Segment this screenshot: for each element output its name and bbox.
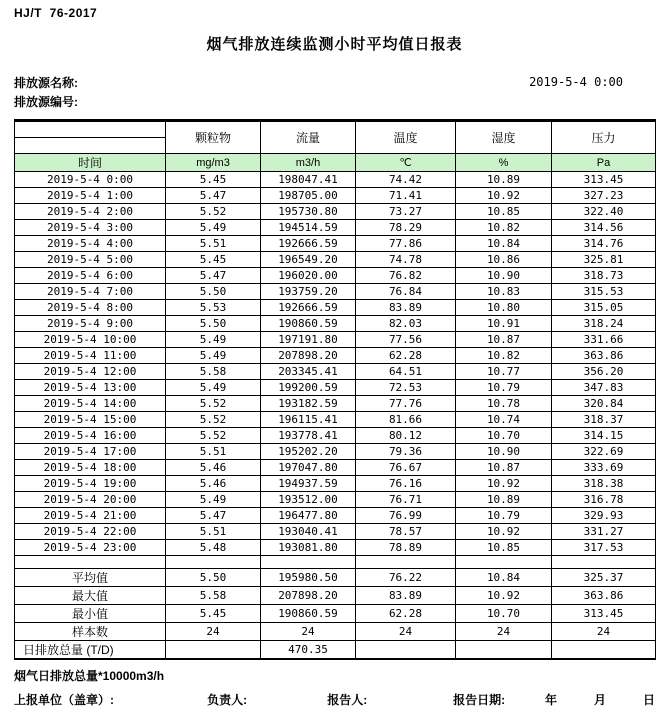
table-cell: 313.45	[552, 605, 656, 623]
unit-header-row	[15, 154, 656, 172]
source-name-label: 排放源名称:	[14, 76, 78, 90]
table-cell: 5.58	[166, 364, 261, 380]
table-cell: 5.48	[166, 540, 261, 556]
table-row	[15, 236, 656, 252]
table-cell	[356, 641, 456, 660]
table-cell: 10.92	[456, 188, 552, 204]
total-emission-note: 烟气日排放总量*10000m3/h	[14, 669, 165, 683]
table-cell: 5.47	[166, 188, 261, 204]
responsible-label: 负责人:	[207, 693, 248, 707]
summary-row	[15, 605, 656, 623]
table-row	[15, 204, 656, 220]
standard-code: HJ/T 76-2017	[14, 6, 98, 20]
table-cell: 5.45	[166, 252, 261, 268]
table-cell: 5.49	[166, 348, 261, 364]
table-cell: 83.89	[356, 300, 456, 316]
signature-row	[14, 691, 655, 708]
table-cell: 2019-5-4 4:00	[15, 236, 166, 252]
table-cell: 207898.20	[261, 348, 356, 364]
table-cell: 81.66	[356, 412, 456, 428]
table-cell: 10.70	[456, 605, 552, 623]
table-cell	[552, 641, 656, 660]
table-cell: 313.45	[552, 172, 656, 188]
col-header-flow: 流量	[261, 121, 356, 154]
table-cell: 196115.41	[261, 412, 356, 428]
table-cell: 5.51	[166, 524, 261, 540]
table-cell: 76.67	[356, 460, 456, 476]
table-cell: 2019-5-4 7:00	[15, 284, 166, 300]
table-cell: 207898.20	[261, 587, 356, 605]
table-cell: 10.85	[456, 204, 552, 220]
table-row	[15, 252, 656, 268]
table-cell	[456, 556, 552, 569]
table-cell: 5.51	[166, 236, 261, 252]
col-header-humidity: 湿度	[456, 121, 552, 154]
table-cell: 2019-5-4 1:00	[15, 188, 166, 204]
table-cell: 2019-5-4 5:00	[15, 252, 166, 268]
summary-row-label: 最小值	[15, 605, 166, 623]
table-cell: 316.78	[552, 492, 656, 508]
table-cell: 10.92	[456, 476, 552, 492]
table-cell: 76.71	[356, 492, 456, 508]
table-cell: 2019-5-4 8:00	[15, 300, 166, 316]
table-cell: 2019-5-4 20:00	[15, 492, 166, 508]
table-cell: 2019-5-4 22:00	[15, 524, 166, 540]
table-cell: 73.27	[356, 204, 456, 220]
table-cell	[15, 556, 166, 569]
table-cell: 363.86	[552, 587, 656, 605]
table-cell: 327.23	[552, 188, 656, 204]
table-cell: 74.78	[356, 252, 456, 268]
col-header-pressure: 压力	[552, 121, 656, 154]
summary-row	[15, 623, 656, 641]
table-cell: 80.12	[356, 428, 456, 444]
table-cell: 5.45	[166, 172, 261, 188]
table-cell: 331.66	[552, 332, 656, 348]
table-row	[15, 380, 656, 396]
reporter-label: 报告人:	[327, 693, 368, 707]
table-cell: 5.49	[166, 492, 261, 508]
table-cell: 2019-5-4 13:00	[15, 380, 166, 396]
table-cell: 318.73	[552, 268, 656, 284]
table-cell: 193759.20	[261, 284, 356, 300]
table-cell: 196477.80	[261, 508, 356, 524]
table-cell: 198705.00	[261, 188, 356, 204]
table-cell: 331.27	[552, 524, 656, 540]
table-cell: 82.03	[356, 316, 456, 332]
report-table	[14, 119, 656, 660]
table-cell: 195980.50	[261, 569, 356, 587]
table-cell: 314.76	[552, 236, 656, 252]
table-cell: 314.56	[552, 220, 656, 236]
table-cell: 77.86	[356, 236, 456, 252]
table-cell: 2019-5-4 14:00	[15, 396, 166, 412]
table-cell: 10.82	[456, 220, 552, 236]
summary-row-label: 平均值	[15, 569, 166, 587]
table-cell	[552, 556, 656, 569]
table-cell: 314.15	[552, 428, 656, 444]
table-cell: 2019-5-4 6:00	[15, 268, 166, 284]
summary-row-label: 样本数	[15, 623, 166, 641]
table-row	[15, 460, 656, 476]
table-cell	[166, 641, 261, 660]
table-cell: 325.81	[552, 252, 656, 268]
table-cell: 197047.80	[261, 460, 356, 476]
table-row	[15, 348, 656, 364]
table-cell: 10.82	[456, 348, 552, 364]
table-cell: 74.42	[356, 172, 456, 188]
table-cell: 10.74	[456, 412, 552, 428]
table-cell: 196020.00	[261, 268, 356, 284]
table-cell: 194937.59	[261, 476, 356, 492]
header-stub-cell	[15, 121, 166, 154]
table-cell: 2019-5-4 0:00	[15, 172, 166, 188]
table-cell: 10.78	[456, 396, 552, 412]
table-cell: 10.90	[456, 268, 552, 284]
table-cell	[456, 641, 552, 660]
table-cell: 356.20	[552, 364, 656, 380]
table-cell: 5.46	[166, 476, 261, 492]
table-cell: 5.49	[166, 380, 261, 396]
table-cell: 317.53	[552, 540, 656, 556]
table-cell: 333.69	[552, 460, 656, 476]
table-cell: 5.50	[166, 284, 261, 300]
table-row	[15, 284, 656, 300]
table-cell: 2019-5-4 19:00	[15, 476, 166, 492]
measure-header-row	[15, 121, 656, 154]
table-cell: 322.69	[552, 444, 656, 460]
table-cell: 320.84	[552, 396, 656, 412]
table-row	[15, 332, 656, 348]
table-cell: 2019-5-4 18:00	[15, 460, 166, 476]
table-cell: 347.83	[552, 380, 656, 396]
table-cell: 193512.00	[261, 492, 356, 508]
table-cell: 10.79	[456, 380, 552, 396]
table-cell: 2019-5-4 17:00	[15, 444, 166, 460]
table-cell: 77.76	[356, 396, 456, 412]
table-cell: 24	[261, 623, 356, 641]
table-cell: 5.45	[166, 605, 261, 623]
table-cell: 2019-5-4 15:00	[15, 412, 166, 428]
report-title: 烟气排放连续监测小时平均值日报表	[206, 36, 463, 53]
table-cell: 10.89	[456, 492, 552, 508]
table-cell: 329.93	[552, 508, 656, 524]
table-cell: 76.22	[356, 569, 456, 587]
table-cell: 5.50	[166, 569, 261, 587]
table-row	[15, 188, 656, 204]
table-cell: 2019-5-4 12:00	[15, 364, 166, 380]
summary-row	[15, 569, 656, 587]
table-cell: 2019-5-4 23:00	[15, 540, 166, 556]
table-cell: 195202.20	[261, 444, 356, 460]
table-cell: 78.29	[356, 220, 456, 236]
year-label: 年	[544, 693, 557, 707]
table-cell: 5.52	[166, 412, 261, 428]
table-cell: 76.16	[356, 476, 456, 492]
table-cell: 5.49	[166, 332, 261, 348]
table-cell: 190860.59	[261, 316, 356, 332]
table-cell: 318.24	[552, 316, 656, 332]
table-cell: 79.36	[356, 444, 456, 460]
summary-row-label: 日排放总量 (T/D)	[15, 641, 166, 660]
table-cell: 2019-5-4 9:00	[15, 316, 166, 332]
table-cell: 62.28	[356, 348, 456, 364]
table-row	[15, 412, 656, 428]
hourly-rows	[15, 172, 656, 556]
table-cell: 192666.59	[261, 236, 356, 252]
table-cell: 10.87	[456, 332, 552, 348]
table-cell: 193040.41	[261, 524, 356, 540]
table-cell: 10.83	[456, 284, 552, 300]
summary-row-label: 最大值	[15, 587, 166, 605]
unit-temperature: ℃	[356, 154, 456, 172]
month-label: 月	[593, 693, 606, 707]
table-cell	[356, 556, 456, 569]
table-cell: 78.89	[356, 540, 456, 556]
table-row	[15, 476, 656, 492]
table-cell: 2019-5-4 2:00	[15, 204, 166, 220]
table-cell: 5.49	[166, 220, 261, 236]
table-cell: 5.52	[166, 396, 261, 412]
table-cell: 24	[456, 623, 552, 641]
table-cell: 64.51	[356, 364, 456, 380]
report-date-label: 报告日期:	[453, 693, 506, 707]
summary-row	[15, 587, 656, 605]
table-cell: 5.52	[166, 204, 261, 220]
table-cell: 10.80	[456, 300, 552, 316]
table-cell: 192666.59	[261, 300, 356, 316]
source-code-label: 排放源编号:	[14, 95, 78, 109]
table-cell: 10.70	[456, 428, 552, 444]
time-column-header: 时间	[15, 154, 166, 172]
table-row	[15, 492, 656, 508]
table-cell: 196549.20	[261, 252, 356, 268]
table-row	[15, 444, 656, 460]
table-cell: 5.58	[166, 587, 261, 605]
col-header-particulate: 颗粒物	[166, 121, 261, 154]
table-cell: 24	[356, 623, 456, 641]
table-cell: 2019-5-4 21:00	[15, 508, 166, 524]
table-row	[15, 540, 656, 556]
table-row	[15, 268, 656, 284]
table-cell: 195730.80	[261, 204, 356, 220]
table-cell: 470.35	[261, 641, 356, 660]
table-cell	[166, 556, 261, 569]
table-cell: 5.47	[166, 508, 261, 524]
table-cell: 10.92	[456, 524, 552, 540]
table-cell: 78.57	[356, 524, 456, 540]
table-row	[15, 364, 656, 380]
table-cell: 5.46	[166, 460, 261, 476]
unit-pressure: Pa	[552, 154, 656, 172]
table-cell: 193081.80	[261, 540, 356, 556]
report-info	[14, 74, 655, 112]
table-cell: 62.28	[356, 605, 456, 623]
table-row	[15, 300, 656, 316]
col-header-temperature: 温度	[356, 121, 456, 154]
unit-humidity: %	[456, 154, 552, 172]
table-cell: 318.37	[552, 412, 656, 428]
table-cell: 83.89	[356, 587, 456, 605]
table-cell: 5.47	[166, 268, 261, 284]
table-cell: 194514.59	[261, 220, 356, 236]
day-label: 日	[643, 693, 656, 707]
table-cell: 10.84	[456, 236, 552, 252]
table-cell: 10.91	[456, 316, 552, 332]
table-cell: 10.86	[456, 252, 552, 268]
table-row	[15, 172, 656, 188]
table-cell: 10.85	[456, 540, 552, 556]
table-cell: 10.89	[456, 172, 552, 188]
table-cell: 197191.80	[261, 332, 356, 348]
table-row	[15, 220, 656, 236]
table-cell: 5.50	[166, 316, 261, 332]
report-datetime: 2019-5-4 0:00	[529, 75, 623, 89]
table-cell: 10.84	[456, 569, 552, 587]
table-cell: 10.90	[456, 444, 552, 460]
table-cell: 24	[166, 623, 261, 641]
table-cell: 5.51	[166, 444, 261, 460]
table-cell: 10.79	[456, 508, 552, 524]
table-cell: 2019-5-4 16:00	[15, 428, 166, 444]
table-cell: 2019-5-4 10:00	[15, 332, 166, 348]
table-cell: 76.82	[356, 268, 456, 284]
table-row	[15, 316, 656, 332]
table-cell: 71.41	[356, 188, 456, 204]
table-cell: 363.86	[552, 348, 656, 364]
table-cell: 199200.59	[261, 380, 356, 396]
table-cell: 10.77	[456, 364, 552, 380]
unit-seal-label: 上报单位（盖章）:	[14, 693, 114, 707]
table-cell: 2019-5-4 3:00	[15, 220, 166, 236]
table-cell: 5.53	[166, 300, 261, 316]
table-cell: 77.56	[356, 332, 456, 348]
table-row	[15, 508, 656, 524]
table-cell: 322.40	[552, 204, 656, 220]
unit-flow: m3/h	[261, 154, 356, 172]
spacer-row	[15, 556, 656, 569]
table-cell: 193182.59	[261, 396, 356, 412]
table-row	[15, 396, 656, 412]
table-row	[15, 524, 656, 540]
table-cell: 318.38	[552, 476, 656, 492]
unit-particulate: mg/m3	[166, 154, 261, 172]
table-cell: 193778.41	[261, 428, 356, 444]
table-row	[15, 428, 656, 444]
table-cell: 198047.41	[261, 172, 356, 188]
table-cell: 10.87	[456, 460, 552, 476]
table-cell	[261, 556, 356, 569]
summary-rows	[15, 556, 656, 660]
table-cell: 315.05	[552, 300, 656, 316]
table-cell: 203345.41	[261, 364, 356, 380]
table-cell: 2019-5-4 11:00	[15, 348, 166, 364]
table-cell: 76.84	[356, 284, 456, 300]
table-cell: 190860.59	[261, 605, 356, 623]
table-cell: 72.53	[356, 380, 456, 396]
summary-row	[15, 641, 656, 660]
table-cell: 5.52	[166, 428, 261, 444]
table-cell: 10.92	[456, 587, 552, 605]
table-cell: 24	[552, 623, 656, 641]
table-cell: 325.37	[552, 569, 656, 587]
table-cell: 76.99	[356, 508, 456, 524]
table-cell: 315.53	[552, 284, 656, 300]
